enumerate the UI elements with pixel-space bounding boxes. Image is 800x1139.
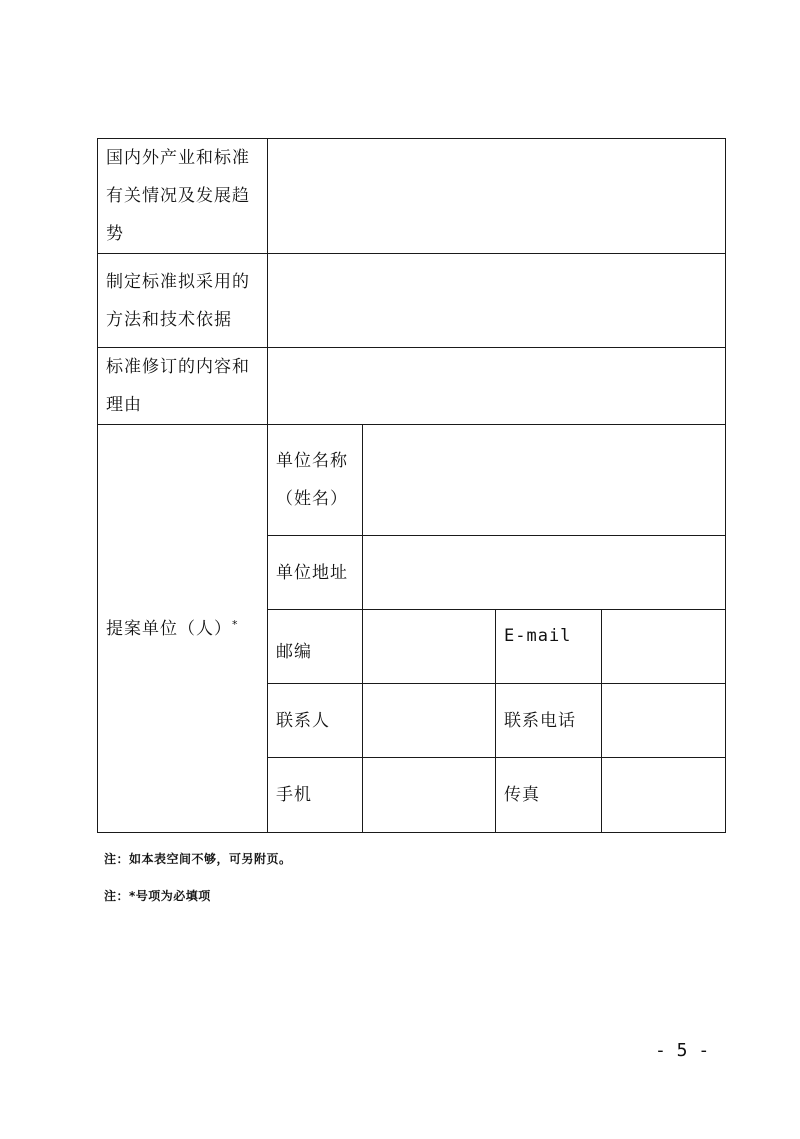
- revision-label: 标准修订的内容和理由: [98, 348, 268, 425]
- contact-field[interactable]: [363, 684, 496, 758]
- proposal-form-table: [97, 138, 726, 833]
- revision-field[interactable]: [268, 348, 726, 425]
- proposer-label: 提案单位（人）: [106, 618, 232, 639]
- fax-label: 传真: [496, 758, 602, 833]
- mobile-field[interactable]: [363, 758, 496, 833]
- proposer-label-cell: [98, 425, 268, 833]
- page-number: - 5 -: [655, 1040, 710, 1061]
- org-name-label: 单位名称（姓名）: [268, 425, 363, 536]
- note-required-fields: 注：*号项为必填项: [104, 889, 211, 903]
- method-label: 制定标准拟采用的方法和技术依据: [98, 254, 268, 348]
- contact-label: 联系人: [268, 684, 363, 758]
- fax-field[interactable]: [602, 758, 726, 833]
- org-address-label: 单位地址: [268, 536, 363, 610]
- contact-phone-label: 联系电话: [496, 684, 602, 758]
- industry-trend-field[interactable]: [268, 139, 726, 254]
- org-name-field[interactable]: [363, 425, 726, 536]
- industry-trend-label: 国内外产业和标准有关情况及发展趋势: [98, 139, 268, 254]
- mobile-label: 手机: [268, 758, 363, 833]
- email-field[interactable]: [602, 610, 726, 684]
- method-field[interactable]: [268, 254, 726, 348]
- postcode-label: 邮编: [268, 610, 363, 684]
- postcode-field[interactable]: [363, 610, 496, 684]
- contact-phone-field[interactable]: [602, 684, 726, 758]
- note-extra-pages: 注：如本表空间不够，可另附页。: [104, 852, 292, 866]
- required-mark: *: [232, 617, 239, 631]
- email-label: E-mail: [496, 610, 602, 684]
- org-address-field[interactable]: [363, 536, 726, 610]
